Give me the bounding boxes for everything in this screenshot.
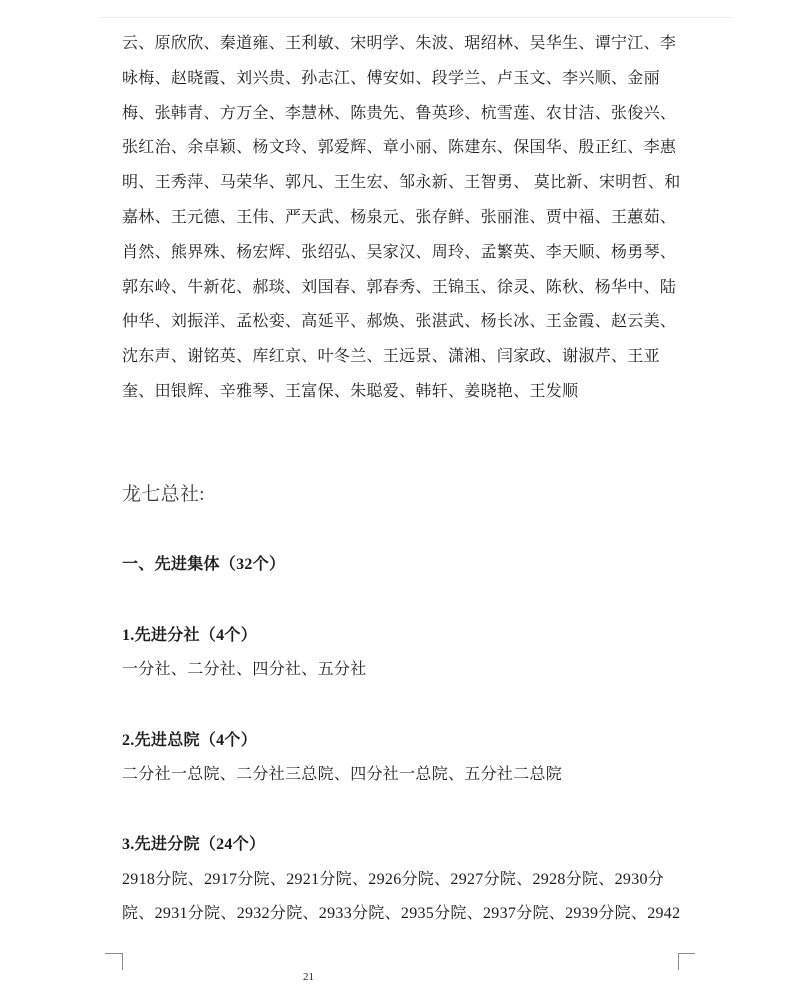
name-list-line: 嘉林、王元德、王伟、严天武、杨泉元、张存鲜、张丽淮、贾中福、王蕙茹、: [122, 208, 677, 226]
name-list: [122, 27, 722, 410]
crop-mark-left-vertical: [122, 953, 123, 970]
subsection-text-line: 二分社一总院、二分社三总院、四分社一总院、五分社二总院: [122, 766, 563, 783]
subsection-heading: 3.先进分院（24个）: [122, 836, 266, 853]
page-number: 21: [303, 971, 314, 983]
name-list-line: 沈东声、谢铭英、库红京、叶冬兰、王远景、潇湘、闫家政、谢淑芹、王亚: [122, 348, 660, 366]
crop-mark-left-horizontal: [105, 953, 122, 954]
page-top-edge: [100, 17, 732, 18]
subsection-text-line: 院、2931分院、2932分院、2933分院、2935分院、2937分院、2939分院、2942: [122, 905, 681, 922]
subsection-heading: 1.先进分社（4个）: [122, 627, 258, 644]
name-list-line: 仲华、刘振洋、孟松娈、高延平、郝焕、张湛武、杨长冰、王金霞、赵云美、: [122, 313, 677, 331]
crop-mark-right-vertical: [678, 953, 679, 970]
crop-mark-right-horizontal: [678, 953, 695, 954]
name-list-line: 云、原欣欣、秦道雍、王利敏、宋明学、朱波、琚绍林、吴华生、谭宁江、李: [122, 35, 677, 52]
name-list-line: 奎、田银辉、辛雅琴、王富保、朱聪爱、韩轩、姜晓艳、王发顺: [122, 382, 579, 400]
section-title: 龙七总社:: [122, 484, 205, 505]
subsection-heading: 2.先进总院（4个）: [122, 732, 258, 749]
heading-advanced-collectives: 一、先进集体（32个）: [122, 556, 286, 573]
name-list-line: 咏梅、赵晓霞、刘兴贵、孙志江、傅安如、段学兰、卢玉文、李兴顺、金丽: [122, 69, 660, 87]
name-list-line: 梅、张韩青、方万全、李慧林、陈贵先、鲁英珍、杭雪莲、农甘洁、张俊兴、: [122, 104, 677, 122]
name-list-line: 郭东岭、牛新花、郝琰、刘国春、郭春秀、王锦玉、徐灵、陈秋、杨华中、陆: [122, 278, 677, 296]
name-list-line: 明、王秀萍、马荣华、郭凡、王生宏、邹永新、王智勇、 莫比新、宋明哲、和: [122, 174, 681, 192]
subsection-text-line: 2918分院、2917分院、2921分院、2926分院、2927分院、2928分院、2930分: [122, 871, 665, 888]
subsection-text-line: 一分社、二分社、四分社、五分社: [122, 661, 367, 678]
name-list-line: 肖然、熊界殊、杨宏辉、张绍弘、吴家汉、周玲、孟繁英、李天顺、杨勇琴、: [122, 243, 677, 261]
name-list-line: 张红治、余卓颖、杨文玲、郭爱辉、章小丽、陈建东、保国华、殷正红、李惠: [122, 139, 677, 157]
